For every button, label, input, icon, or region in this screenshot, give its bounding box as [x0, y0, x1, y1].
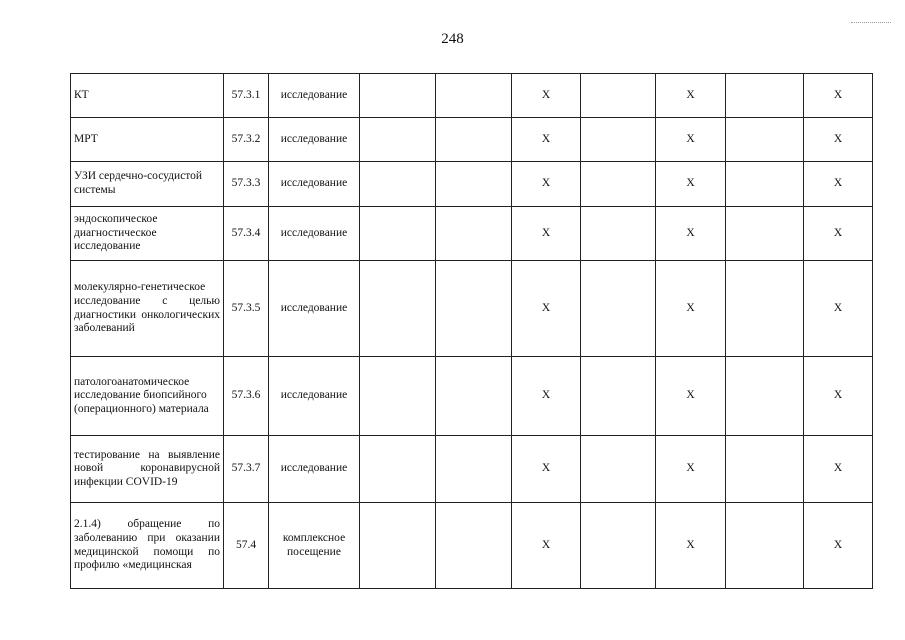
empty-cell [436, 162, 512, 207]
empty-cell [726, 162, 804, 207]
empty-cell [436, 207, 512, 261]
empty-cell [360, 357, 436, 436]
empty-cell [436, 436, 512, 503]
x-mark-cell: X [512, 207, 581, 261]
empty-cell [581, 261, 656, 357]
row-code-cell: 57.4 [224, 503, 269, 589]
x-mark-cell: X [512, 74, 581, 118]
x-mark-cell: X [512, 261, 581, 357]
empty-cell [726, 503, 804, 589]
service-name-cell: тестирование на выявление новой коронавирусной инфекции COVID-19 [71, 436, 224, 503]
x-mark-cell: X [512, 436, 581, 503]
x-mark-cell: X [804, 162, 873, 207]
empty-cell [360, 503, 436, 589]
row-code-cell: 57.3.6 [224, 357, 269, 436]
empty-cell [726, 118, 804, 162]
service-name-cell: МРТ [71, 118, 224, 162]
service-name-cell: УЗИ сердечно-сосудистой системы [71, 162, 224, 207]
unit-cell: исследование [269, 261, 360, 357]
service-name-cell: КТ [71, 74, 224, 118]
x-mark-cell: X [512, 357, 581, 436]
x-mark-cell: X [804, 118, 873, 162]
x-mark-cell: X [804, 74, 873, 118]
empty-cell [581, 503, 656, 589]
empty-cell [360, 436, 436, 503]
unit-cell: исследование [269, 357, 360, 436]
x-mark-cell: X [804, 261, 873, 357]
x-mark-cell: X [656, 118, 726, 162]
row-code-cell: 57.3.7 [224, 436, 269, 503]
empty-cell [581, 436, 656, 503]
table-row [71, 261, 873, 357]
empty-cell [360, 162, 436, 207]
x-mark-cell: X [656, 261, 726, 357]
empty-cell [436, 118, 512, 162]
table-row [71, 74, 873, 118]
x-mark-cell: X [656, 357, 726, 436]
tariff-table [70, 73, 873, 589]
empty-cell [581, 207, 656, 261]
unit-cell: исследование [269, 74, 360, 118]
row-code-cell: 57.3.4 [224, 207, 269, 261]
table-row [71, 207, 873, 261]
unit-cell: исследование [269, 162, 360, 207]
scan-artifact-mark [851, 22, 891, 24]
table-row [71, 118, 873, 162]
empty-cell [581, 74, 656, 118]
empty-cell [436, 503, 512, 589]
service-name-cell: эндоскопическое диагностическое исследование [71, 207, 224, 261]
unit-cell: исследование [269, 118, 360, 162]
row-code-cell: 57.3.1 [224, 74, 269, 118]
empty-cell [726, 261, 804, 357]
service-name-cell: 2.1.4) обращение по заболеванию при оказании медицинской помощи по профилю «медицинская [71, 503, 224, 589]
empty-cell [436, 357, 512, 436]
empty-cell [360, 207, 436, 261]
empty-cell [360, 74, 436, 118]
empty-cell [726, 357, 804, 436]
table-row [71, 162, 873, 207]
empty-cell [436, 261, 512, 357]
row-code-cell: 57.3.5 [224, 261, 269, 357]
x-mark-cell: X [512, 503, 581, 589]
empty-cell [726, 436, 804, 503]
x-mark-cell: X [804, 436, 873, 503]
x-mark-cell: X [656, 162, 726, 207]
empty-cell [726, 207, 804, 261]
service-name-cell: патологоанатомическое исследование биопсийного (операционного) материала [71, 357, 224, 436]
empty-cell [581, 118, 656, 162]
row-code-cell: 57.3.2 [224, 118, 269, 162]
table-row [71, 436, 873, 503]
x-mark-cell: X [804, 357, 873, 436]
empty-cell [726, 74, 804, 118]
x-mark-cell: X [656, 74, 726, 118]
table-row [71, 357, 873, 436]
unit-cell: комплексное посещение [269, 503, 360, 589]
unit-cell: исследование [269, 436, 360, 503]
table-row [71, 503, 873, 589]
x-mark-cell: X [656, 207, 726, 261]
x-mark-cell: X [656, 503, 726, 589]
empty-cell [360, 261, 436, 357]
service-name-cell: молекулярно-генетическое исследование с целью диагностики онкологических заболеваний [71, 261, 224, 357]
unit-cell: исследование [269, 207, 360, 261]
x-mark-cell: X [804, 503, 873, 589]
x-mark-cell: X [512, 118, 581, 162]
x-mark-cell: X [804, 207, 873, 261]
empty-cell [581, 162, 656, 207]
row-code-cell: 57.3.3 [224, 162, 269, 207]
x-mark-cell: X [656, 436, 726, 503]
empty-cell [581, 357, 656, 436]
x-mark-cell: X [512, 162, 581, 207]
empty-cell [360, 118, 436, 162]
empty-cell [436, 74, 512, 118]
page-number: 248 [441, 31, 464, 47]
